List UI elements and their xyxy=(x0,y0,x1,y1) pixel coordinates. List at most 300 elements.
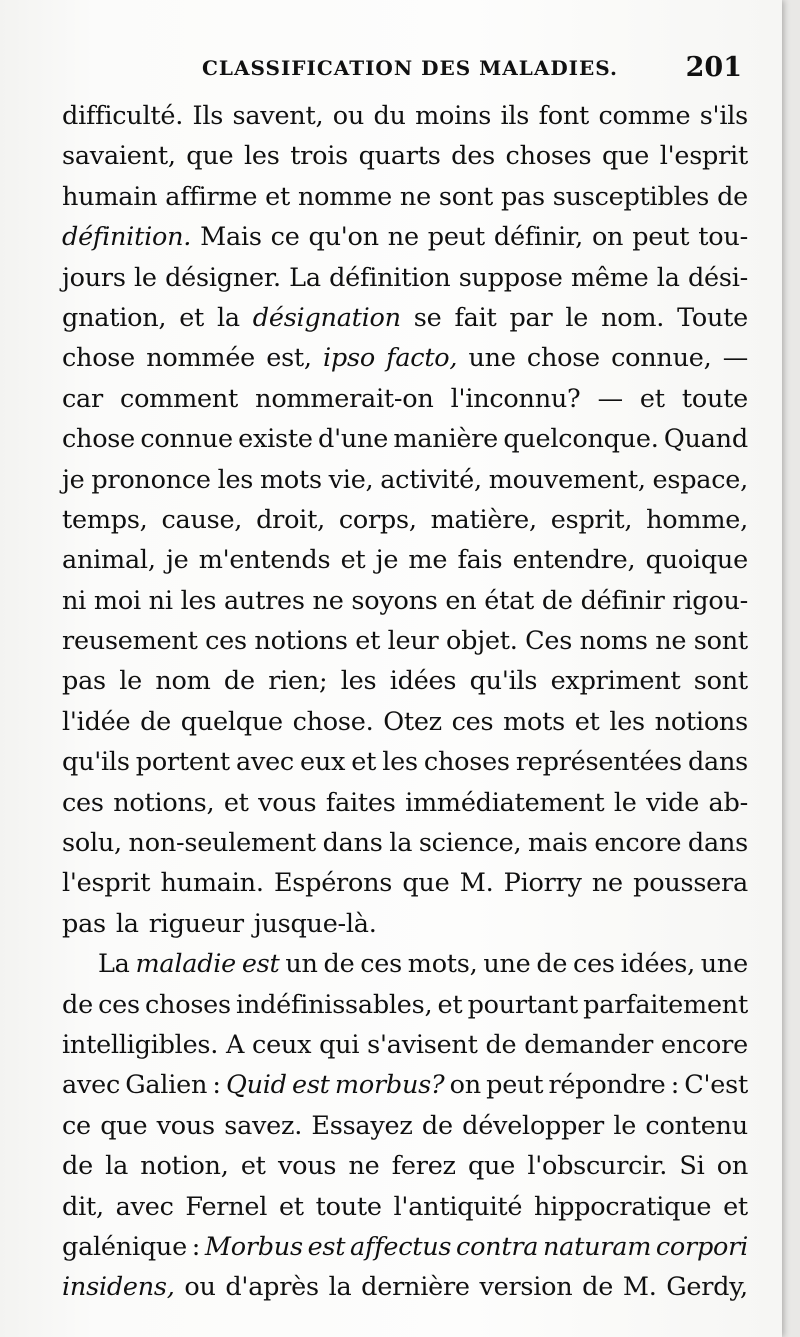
text-line xyxy=(62,1065,748,1105)
body-text xyxy=(62,96,748,1308)
word: Fernel xyxy=(185,1191,268,1222)
word: ne xyxy=(591,868,623,899)
word: la xyxy=(656,262,680,293)
word: que xyxy=(186,141,234,172)
word: peut xyxy=(427,222,485,253)
word: ceux xyxy=(252,1029,312,1060)
word: encore xyxy=(660,1029,748,1060)
word: Piorry xyxy=(503,868,582,899)
word: s'ils xyxy=(699,101,748,131)
word: rigueur xyxy=(148,908,244,939)
word: l'obscurcir. xyxy=(527,1151,668,1182)
word: moins xyxy=(415,101,492,131)
text-line xyxy=(62,1146,748,1186)
word: pas xyxy=(500,181,545,212)
word: mouvement, xyxy=(488,464,646,495)
word: affirme xyxy=(165,181,258,212)
word: les xyxy=(180,585,217,616)
word: fait xyxy=(454,302,497,333)
word: soyons xyxy=(351,585,438,616)
word: me xyxy=(408,545,448,576)
word: noms xyxy=(579,626,648,657)
word: ce xyxy=(62,1110,91,1141)
word: Quid xyxy=(225,1070,287,1101)
word: l'antiquité xyxy=(393,1191,523,1222)
word: désigner. xyxy=(165,262,281,293)
text-line xyxy=(62,338,748,378)
word: ne xyxy=(399,181,431,212)
word: chose xyxy=(62,424,135,455)
text-line xyxy=(62,1187,748,1227)
word: vous xyxy=(258,787,317,818)
word: Essayez xyxy=(311,1110,413,1141)
word: la xyxy=(328,1272,352,1303)
word: Toute xyxy=(677,302,748,333)
text-line xyxy=(62,258,748,298)
word: et xyxy=(223,787,249,818)
word: avec xyxy=(115,1191,174,1222)
word: expriment xyxy=(550,666,681,697)
text-line xyxy=(62,419,748,459)
word: animal, xyxy=(62,545,156,576)
word: Morbus xyxy=(204,1231,303,1262)
word: morbus? xyxy=(334,1070,445,1101)
word: demander xyxy=(524,1029,654,1060)
word: de xyxy=(536,949,568,980)
word: suppose xyxy=(458,262,563,293)
word: La xyxy=(98,949,130,980)
word: ces xyxy=(573,949,615,980)
word: humain xyxy=(62,181,158,212)
text-line xyxy=(62,944,748,984)
word: et xyxy=(340,545,366,576)
word: affectus xyxy=(350,1231,452,1262)
word: ces xyxy=(360,949,402,980)
word: que xyxy=(601,141,650,172)
word: quoique xyxy=(645,545,748,576)
word: gnation, xyxy=(62,302,167,333)
word: mots, xyxy=(407,949,478,980)
word: une xyxy=(483,949,531,980)
word: je xyxy=(165,545,189,576)
text-line xyxy=(62,177,748,217)
word: ne xyxy=(348,1151,380,1182)
word: objet. xyxy=(446,626,518,657)
word: font xyxy=(538,101,590,131)
word: Ils xyxy=(192,101,224,131)
word: notions xyxy=(654,706,748,737)
text-line xyxy=(62,661,748,701)
word: les xyxy=(340,666,377,697)
word: — xyxy=(597,383,623,414)
word: rigou- xyxy=(672,585,748,616)
word: ces xyxy=(62,787,104,818)
word: fais xyxy=(457,545,503,576)
word: le xyxy=(134,262,157,293)
word: sont xyxy=(438,181,493,212)
word: notion, xyxy=(140,1151,229,1182)
word: indéfinissables, xyxy=(236,989,433,1020)
word: en xyxy=(445,585,477,616)
text-line xyxy=(62,136,748,176)
word: développer xyxy=(462,1110,604,1141)
word: définition. xyxy=(62,222,192,253)
word: on xyxy=(449,1070,481,1101)
word: sont xyxy=(693,626,748,657)
text-line xyxy=(62,904,748,944)
word: qui xyxy=(319,1029,360,1060)
word: l'esprit xyxy=(659,141,748,172)
word: et xyxy=(179,302,205,333)
word: que xyxy=(467,1151,516,1182)
word: la xyxy=(389,828,413,859)
word: vous xyxy=(277,1151,337,1182)
word: idées xyxy=(389,666,457,697)
word: est xyxy=(291,1070,330,1101)
word: ou xyxy=(184,1272,216,1303)
word: La xyxy=(289,262,321,293)
word: comme xyxy=(598,101,691,131)
word: car xyxy=(62,383,103,414)
word: dans xyxy=(322,828,383,859)
word: mais xyxy=(528,828,588,859)
word: entendre, xyxy=(512,545,636,576)
word: les xyxy=(609,706,645,737)
word: immédiatement xyxy=(405,787,605,818)
text-line xyxy=(62,742,748,782)
word: intelligibles. xyxy=(62,1029,219,1060)
word: Otez xyxy=(383,706,442,737)
word: eux xyxy=(300,747,346,778)
word: est xyxy=(241,949,280,980)
word: encore xyxy=(594,828,682,859)
word: leur xyxy=(387,626,439,657)
word: dit, xyxy=(62,1191,104,1222)
running-head xyxy=(64,52,744,92)
text-line xyxy=(62,217,748,257)
word: galénique xyxy=(62,1231,187,1262)
word: susceptibles xyxy=(552,181,710,212)
text-line xyxy=(62,1227,748,1267)
word: ce xyxy=(270,222,300,253)
word: du xyxy=(373,101,406,131)
word: contenu xyxy=(645,1110,748,1141)
word: de xyxy=(541,585,573,616)
word: m'entends xyxy=(198,545,331,576)
word: autres xyxy=(223,585,305,616)
word: et xyxy=(437,989,463,1020)
word: le xyxy=(565,302,589,333)
word: de xyxy=(62,989,93,1020)
word: même xyxy=(570,262,649,293)
word: je xyxy=(375,545,399,576)
word: manière xyxy=(393,424,498,455)
word: : xyxy=(191,1231,201,1262)
word: de xyxy=(223,666,255,697)
text-line xyxy=(62,621,748,661)
word: vie, xyxy=(328,464,374,495)
word: prononce xyxy=(91,464,211,495)
word: moi xyxy=(93,585,141,616)
word: vide xyxy=(646,787,700,818)
word: non-seulement xyxy=(128,828,316,859)
word: et xyxy=(574,706,600,737)
word: portent xyxy=(135,747,230,778)
word: représentées xyxy=(515,747,682,778)
word: ces xyxy=(205,626,247,657)
word: Mais xyxy=(200,222,262,253)
word: corpori xyxy=(655,1231,748,1262)
word: — xyxy=(722,343,748,374)
word: esprit, xyxy=(550,504,633,535)
word: que xyxy=(100,1110,148,1141)
word: ces xyxy=(98,989,140,1020)
word: la xyxy=(115,908,139,939)
word: rien; xyxy=(268,666,328,697)
word: pas xyxy=(62,908,106,939)
word: jours xyxy=(62,262,126,293)
word: choses xyxy=(423,747,510,778)
word: cause, xyxy=(161,504,243,535)
word: chose xyxy=(526,343,600,374)
word: qu'on xyxy=(308,222,379,253)
word: de xyxy=(582,1272,614,1303)
word: mots xyxy=(259,464,322,495)
word: humain. xyxy=(160,868,264,899)
word: nom xyxy=(155,666,211,697)
word: et xyxy=(723,1191,748,1222)
word: : xyxy=(212,1070,221,1101)
word: s'avisent xyxy=(367,1029,478,1060)
word: Espérons xyxy=(273,868,393,899)
text-line xyxy=(62,460,748,500)
word: état xyxy=(484,585,535,616)
word: Quand xyxy=(663,424,748,455)
word: ni xyxy=(148,585,173,616)
word: : xyxy=(670,1070,680,1101)
word: facto, xyxy=(386,343,458,374)
word: d'une xyxy=(318,424,389,455)
word: nommerait-on xyxy=(255,383,434,414)
word: C'est xyxy=(684,1070,748,1101)
word: connue xyxy=(140,424,233,455)
word: chose xyxy=(62,343,135,374)
word: par xyxy=(509,302,553,333)
text-line xyxy=(62,540,748,580)
word: une xyxy=(700,949,748,980)
word: le xyxy=(119,666,142,697)
word: ces xyxy=(451,706,494,737)
word: choses xyxy=(505,141,592,172)
word: un xyxy=(285,949,318,980)
word: notions, xyxy=(113,787,215,818)
word: je xyxy=(62,464,85,495)
word: insidens, xyxy=(62,1272,175,1303)
word: est, xyxy=(266,343,312,374)
word: l'inconnu? xyxy=(450,383,581,414)
word: ou xyxy=(332,101,365,131)
word: trois xyxy=(290,141,348,172)
word: les xyxy=(217,464,254,495)
word: M. xyxy=(622,1272,657,1303)
word: ipso xyxy=(323,343,375,374)
word: la xyxy=(216,302,240,333)
word: contra xyxy=(456,1231,539,1262)
word: répondre xyxy=(548,1070,666,1101)
word: les xyxy=(243,141,280,172)
word: choses xyxy=(145,989,231,1020)
word: M. xyxy=(459,868,494,899)
word: de xyxy=(323,949,355,980)
text-line xyxy=(62,298,748,338)
word: de xyxy=(485,1029,517,1060)
word: quelconque. xyxy=(503,424,659,455)
word: espace, xyxy=(652,464,748,495)
word: dans xyxy=(687,828,748,859)
word: homme, xyxy=(646,504,748,535)
text-line xyxy=(62,1106,748,1146)
word: droit, xyxy=(256,504,325,535)
word: de xyxy=(717,181,748,212)
word: une xyxy=(468,343,516,374)
word: qu'ils xyxy=(469,666,538,697)
word: et xyxy=(355,626,381,657)
word: nomme xyxy=(297,181,392,212)
word: et xyxy=(351,747,377,778)
word: dési- xyxy=(687,262,748,293)
word: définir xyxy=(580,585,665,616)
word: existe xyxy=(238,424,313,455)
word: avec xyxy=(235,747,294,778)
word: et xyxy=(639,383,665,414)
word: science, xyxy=(418,828,522,859)
text-line xyxy=(62,96,748,136)
word: de xyxy=(421,1110,453,1141)
word: de xyxy=(140,706,171,737)
text-line xyxy=(62,581,748,621)
word: que xyxy=(402,868,450,899)
word: et xyxy=(240,1151,266,1182)
word: pas xyxy=(62,666,106,697)
word: corps, xyxy=(338,504,417,535)
text-line xyxy=(62,985,748,1025)
word: difficulté. xyxy=(62,101,184,131)
word: tou- xyxy=(698,222,748,253)
word: vous xyxy=(156,1110,215,1141)
word: les xyxy=(382,747,418,778)
word: savaient, xyxy=(62,141,176,172)
text-line xyxy=(62,500,748,540)
word: Gerdy, xyxy=(666,1272,748,1303)
word: désignation xyxy=(252,302,401,333)
word: savez. xyxy=(224,1110,303,1141)
word: peut xyxy=(486,1070,544,1101)
word: peut xyxy=(632,222,690,253)
text-line xyxy=(62,702,748,742)
word: ils xyxy=(500,101,530,131)
word: qu'ils xyxy=(62,747,130,778)
word: ni xyxy=(62,585,87,616)
word: on xyxy=(716,1151,748,1182)
word: sont xyxy=(693,666,748,697)
word: avec xyxy=(62,1070,120,1101)
word: hippocratique xyxy=(534,1191,712,1222)
word: le xyxy=(613,1110,637,1141)
word: idées, xyxy=(620,949,695,980)
word: toute xyxy=(681,383,748,414)
word: l'idée xyxy=(62,706,131,737)
word: ne xyxy=(387,222,419,253)
word: d'après xyxy=(225,1272,319,1303)
word: l'esprit xyxy=(62,868,151,899)
word: savent, xyxy=(232,101,324,131)
word: se xyxy=(413,302,442,333)
word: toute xyxy=(315,1191,382,1222)
word: activité, xyxy=(380,464,482,495)
word: Si xyxy=(679,1151,705,1182)
word: faites xyxy=(325,787,396,818)
word: Galien xyxy=(125,1070,208,1101)
word: mots xyxy=(503,706,565,737)
word: dernière xyxy=(361,1272,470,1303)
word: est xyxy=(307,1231,346,1262)
word: de xyxy=(62,1151,93,1182)
word: connue, xyxy=(611,343,712,374)
text-line xyxy=(62,823,748,863)
word: poussera xyxy=(633,868,748,899)
word: A xyxy=(226,1029,245,1060)
running-title: CLASSIFICATION DES MALADIES. xyxy=(202,56,618,80)
word: notions xyxy=(254,626,348,657)
word: ne xyxy=(312,585,344,616)
word: matière, xyxy=(430,504,537,535)
word: nom. xyxy=(601,302,665,333)
word: solu, xyxy=(62,828,122,859)
word: quelque xyxy=(180,706,283,737)
text-line xyxy=(62,1025,748,1065)
word: parfaitement xyxy=(583,989,748,1020)
word: Ces xyxy=(525,626,573,657)
text-line xyxy=(62,863,748,903)
word: définir, xyxy=(493,222,583,253)
word: quarts xyxy=(358,141,441,172)
word: ferez xyxy=(391,1151,456,1182)
word: chose. xyxy=(292,706,374,737)
word: version xyxy=(479,1272,573,1303)
word: ne xyxy=(655,626,687,657)
word: le xyxy=(613,787,637,818)
word: ab- xyxy=(708,787,748,818)
word: la xyxy=(105,1151,129,1182)
word: temps, xyxy=(62,504,148,535)
word: comment xyxy=(120,383,239,414)
word: reusement xyxy=(62,626,198,657)
word: définition xyxy=(329,262,451,293)
word: dans xyxy=(687,747,748,778)
word: et xyxy=(265,181,291,212)
word: et xyxy=(278,1191,304,1222)
word: maladie xyxy=(135,949,237,980)
word: des xyxy=(451,141,495,172)
text-line xyxy=(62,1267,748,1307)
page-number: 201 xyxy=(685,52,742,83)
word: on xyxy=(591,222,624,253)
text-line xyxy=(62,783,748,823)
word: nommée xyxy=(146,343,256,374)
text-line xyxy=(62,379,748,419)
word: naturam xyxy=(543,1231,652,1262)
word: jusque-là. xyxy=(253,908,377,939)
